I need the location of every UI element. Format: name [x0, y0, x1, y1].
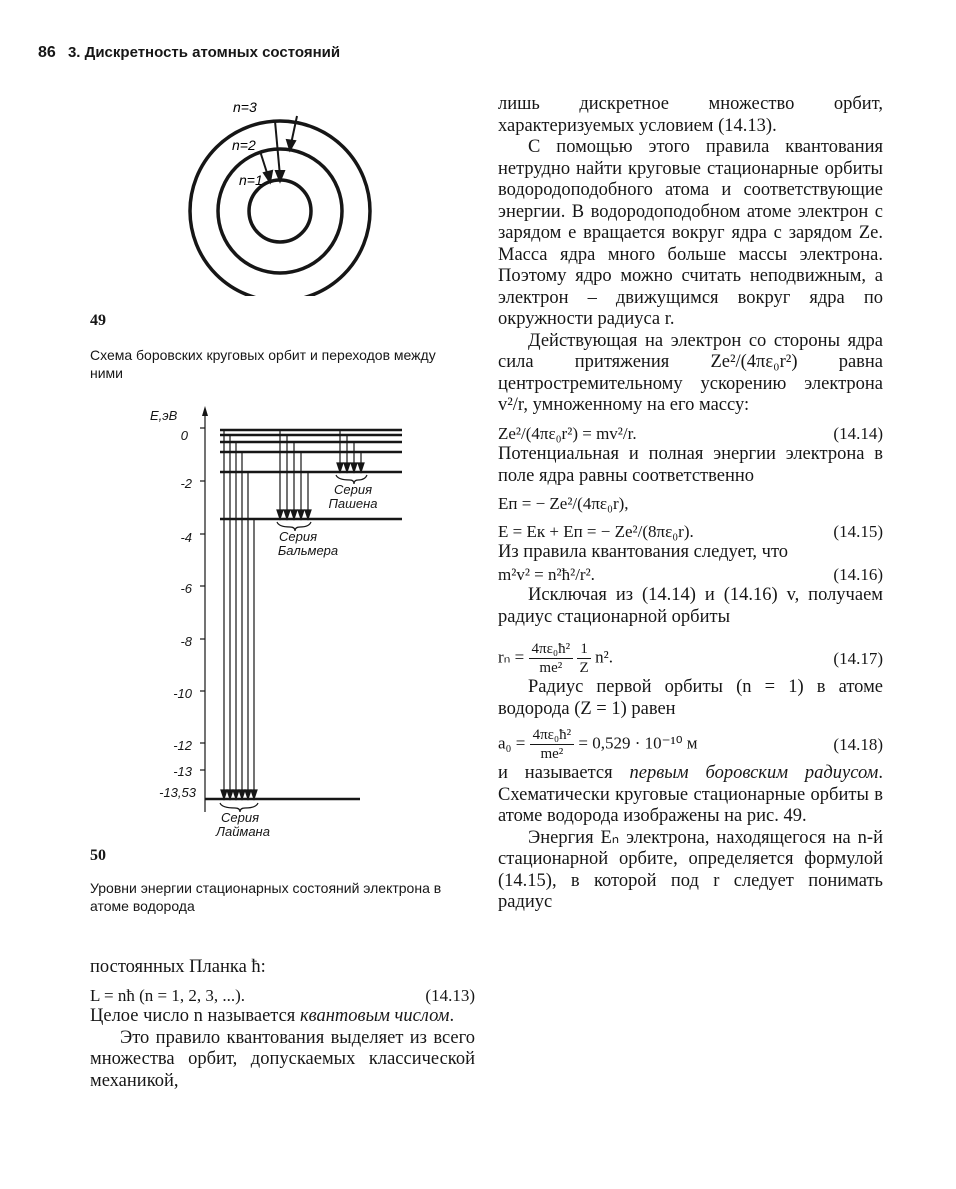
- equation-14-13-number: (14.13): [425, 985, 475, 1005]
- label-n1: n=1: [239, 172, 263, 188]
- tick-label-0: 0: [180, 428, 188, 443]
- tick-label-m13-53: -13,53: [159, 785, 196, 800]
- right-paragraph-7: Радиус первой орбиты (n = 1) в атоме водорода (Z = 1) равен: [498, 677, 883, 719]
- left-column-text: [90, 957, 475, 1092]
- series-balmer-line2: Бальмера: [277, 543, 339, 558]
- chapter-title: 3. Дискретность атомных состояний: [67, 44, 341, 61]
- series-balmer-line1: Серия: [278, 529, 318, 544]
- label-n2: n=2: [232, 137, 256, 153]
- figure-50-caption: Уровни энергии стационарных состояний электрона в атоме водорода: [90, 880, 442, 914]
- right-column-text: [498, 94, 883, 914]
- right-paragraph-2: С помощью этого правила квантования нетрудно найти круговые стационарные орбиты водородоподобного атома и соответствующие энергии. В водородоподобном атоме электрон с зарядом e вращается вокруг ядра с зарядом Ze. Масса ядра много больше массы электрона. Поэтому ядро можно считать неподвижным, а электрон – движущимся вокруг ядра по окружности радиуса r.: [498, 137, 883, 329]
- right-paragraph-9: Энергия Eₙ электрона, находящегося на n-й стационарной орбите, определяется формулой (14.15), в которой под r следует понимать радиус: [498, 827, 883, 912]
- axis-label-energy: E,эВ: [150, 408, 178, 423]
- right-paragraph-1: лишь дискретное множество орбит, характеризуемых условием (14.13).: [498, 94, 883, 136]
- series-paschen-line2: Пашена: [328, 496, 378, 511]
- series-lyman-line2: Лаймана: [216, 824, 270, 839]
- tick-label-m10: -10: [173, 686, 192, 701]
- tick-label-m6: -6: [180, 581, 192, 596]
- tick-label-m12: -12: [173, 738, 192, 753]
- term-quantum-number: квантовым числом: [299, 1006, 450, 1026]
- page-number: 86: [38, 44, 56, 61]
- figure-49-caption: Схема боровских круговых орбит и переходов между ними: [90, 347, 436, 381]
- label-n3: n=3: [233, 99, 257, 115]
- equation-14-15b: E = Eк + Eп = − Ze²/(8πε₀r). (14.15): [498, 521, 883, 541]
- tick-label-m13: -13: [173, 764, 192, 779]
- tick-label-m2: -2: [180, 476, 192, 491]
- figure-50-energy-levels: [140, 402, 420, 842]
- left-paragraph-1: постоянных Планка ħ:: [90, 957, 266, 977]
- tick-label-m4: -4: [180, 530, 192, 545]
- equation-14-15a: Eп = − Ze²/(4πε₀r),: [498, 494, 629, 513]
- equation-14-18: a₀ = $\frac{\text{4πε₀ħ²}}{\text{me²}}$ = 0,529 · 10⁻¹⁰ м (14.18): [498, 727, 883, 762]
- left-paragraph-2: Целое число n называется квантовым числом.: [90, 1006, 455, 1026]
- term-first-bohr-radius: первым боровским радиусом: [629, 763, 879, 783]
- equation-14-16: m²v² = n²ħ²/r². (14.16): [498, 564, 883, 584]
- right-paragraph-5: Из правила квантования следует, что: [498, 542, 789, 562]
- right-paragraph-6: Исключая из (14.14) и (14.16) v, получаем радиус стационарной орбиты: [498, 585, 883, 627]
- figure-49-number: 49: [90, 312, 106, 329]
- tick-label-m8: -8: [180, 634, 192, 649]
- figure-50-number: 50: [90, 847, 106, 864]
- equation-14-13-body: L = nħ (n = 1, 2, 3, ...).: [90, 985, 246, 1005]
- equation-14-13: [90, 985, 475, 1007]
- right-paragraph-8: и называется первым боровским радиусом. Схематически круговые стационарные орбиты в атоме водорода изображены на рис. 49.: [498, 763, 883, 826]
- series-paschen-line1: Серия: [333, 482, 373, 497]
- right-paragraph-4: Потенциальная и полная энергии электрона в поле ядра равны соответственно: [498, 444, 883, 486]
- running-header: [38, 44, 340, 62]
- series-lyman-line1: Серия: [220, 810, 260, 825]
- orbit-n1: [249, 180, 311, 242]
- left-paragraph-3: Это правило квантования выделяет из всего множества орбит, допускаемых классической механикой,: [90, 1027, 475, 1091]
- equation-14-14: Ze²/(4πε₀r²) = mv²/r. (14.14): [498, 423, 883, 443]
- equation-14-17: rₙ = $\frac{\text{4πε₀ħ²}}{\text{me²}}$ $\frac{1}{Z}$ n². (14.17): [498, 641, 883, 676]
- right-paragraph-3: Действующая на электрон со стороны ядра сила притяжения Ze²/(4πε₀r²) равна центростремительному ускорению электрона v²/r, умноженному на его массу:: [498, 330, 883, 415]
- figure-49-orbits: [180, 96, 380, 296]
